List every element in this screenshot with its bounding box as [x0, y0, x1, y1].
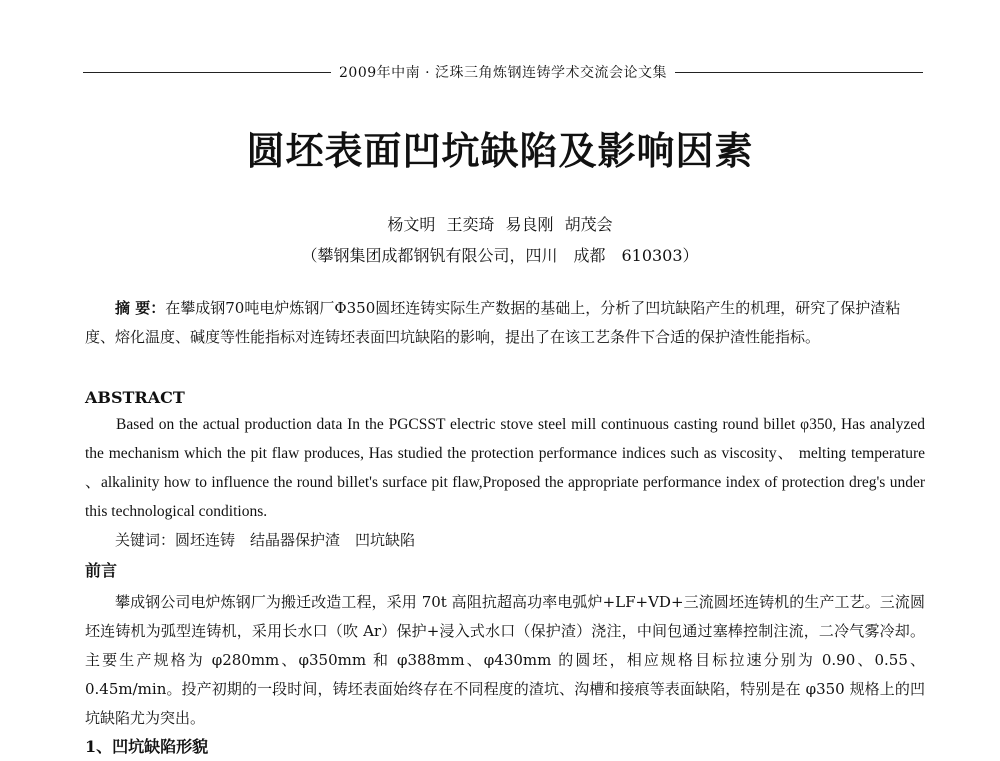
- affiliation: （攀钢集团成都钢钒有限公司，四川 成都 610303）: [301, 246, 699, 265]
- paper-title: 圆坯表面凹坑缺陷及影响因素: [246, 128, 754, 173]
- keywords: 关键词：圆坯连铸 结晶器保护渣 凹坑缺陷: [115, 531, 416, 549]
- running-title: 2009年中南 · 泛珠三角炼钢连铸学术交流会论文集: [339, 65, 667, 81]
- running-header: [83, 62, 923, 82]
- authors: 杨文明 王奕琦 易良刚 胡茂会: [387, 215, 613, 234]
- abstract-english-text: Based on the actual production data In the PGCSST electric stove steel mill continuous casting round billet φ350, Has analyzed the mechanism which the pit flaw produces, Has studied the protection performance indices such as viscosity、 melting temperature 、alkalinity how to influence the round billet's surface pit flaw,Proposed the appropriate performance index of protection dreg's under this technological conditions.: [85, 416, 925, 520]
- header-rule-right: [675, 72, 923, 73]
- header-rule-left: [83, 72, 331, 73]
- preface-heading: 前言: [85, 561, 118, 580]
- abstract-label: 摘 要：: [115, 299, 166, 317]
- section-1-heading: 1、凹坑缺陷形貌: [85, 737, 209, 756]
- abstract-chinese-text: 在攀成钢70吨电炉炼钢厂Φ350圆坯连铸实际生产数据的基础上，分析了凹坑缺陷产生的机理，研究了保护渣粘度、熔化温度、碱度等性能指标对连铸坯表面凹坑缺陷的影响，提出了在该工艺条件下合适的保护渣性能指标。: [85, 299, 901, 346]
- abstract-heading: ABSTRACT: [85, 388, 185, 407]
- preface-text: 攀成钢公司电炉炼钢厂为搬迁改造工程，采用 70t 高阻抗超高功率电弧炉+LF+VD+三流圆坯连铸机的生产工艺。三流圆坯连铸机为弧型连铸机，采用长水口（吹 Ar）保护+浸入式水口（保护渣）浇注，中间包通过塞棒控制注流，二冷气雾冷却。主要生产规格为 φ280mm、φ350mm 和 φ388mm、φ430mm 的圆坯，相应规格目标拉速分别为 0.90、0.55、0.45m/min。投产初期的一段时间，铸坯表面始终存在不同程度的渣坑、沟槽和接痕等表面缺陷，特别是在 φ350 规格上的凹坑缺陷尤为突出。: [85, 593, 925, 727]
- abstract-chinese: [85, 294, 925, 352]
